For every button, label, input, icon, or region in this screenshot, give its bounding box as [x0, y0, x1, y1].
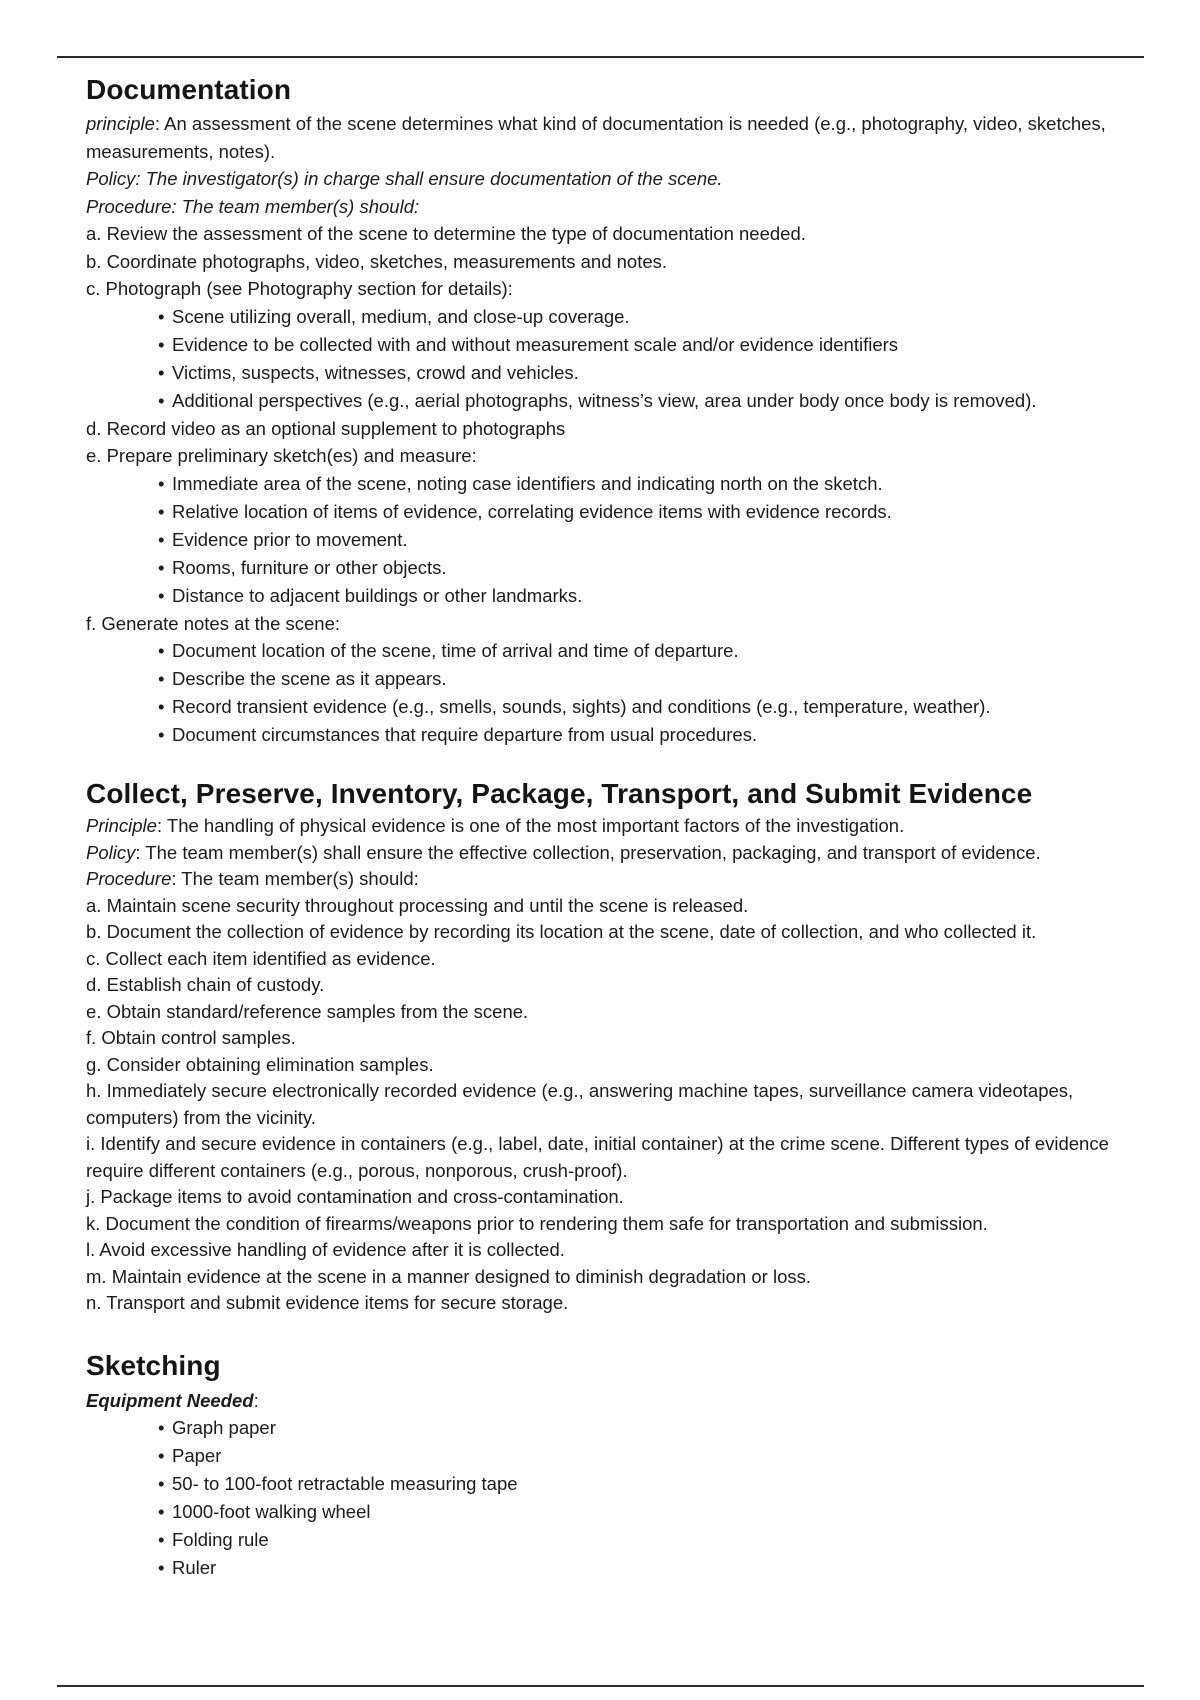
document-body — [86, 70, 1146, 1582]
policy-line — [86, 840, 1146, 867]
section-title-documentation: Documentation — [86, 74, 292, 105]
principle-text: : An assessment of the scene determines what kind of documentation is needed (e.g., photography, video, sketches, measurements, notes). — [86, 113, 1106, 162]
principle-label: principle — [86, 113, 155, 134]
bullet-item: • Folding rule — [158, 1526, 1146, 1554]
step-c: c. Collect each item identified as evidence. — [86, 947, 436, 969]
step-a: a. Review the assessment of the scene to determine the type of documentation needed. — [86, 223, 806, 244]
principle-label: Principle — [86, 815, 157, 836]
top-rule — [57, 56, 1144, 58]
policy-line: Policy: The investigator(s) in charge shall ensure documentation of the scene. — [86, 168, 723, 189]
step-b: b. Document the collection of evidence by recording its location at the scene, date of collection, and who collected it. — [86, 921, 1037, 942]
bullet-item: • Graph paper — [158, 1414, 1146, 1442]
procedure-line: Procedure: The team member(s) should: — [86, 195, 420, 217]
step-f: f. Generate notes at the scene: — [86, 612, 341, 634]
step-h: h. Immediately secure electronically recorded evidence (e.g., answering machine tapes, surveillance camera videotapes, computers) from the vicinity. — [86, 1080, 1074, 1128]
step-m: m. Maintain evidence at the scene in a manner designed to diminish degradation or loss. — [86, 1265, 812, 1287]
step-f-bullets — [86, 637, 1146, 749]
bullet-item: • Immediate area of the scene, noting case identifiers and indicating north on the sketch. — [158, 470, 1146, 498]
step-e-bullets — [86, 470, 1146, 610]
bullet-item: • Paper — [158, 1442, 1146, 1470]
section-title-collect: Collect, Preserve, Inventory, Package, Transport, and Submit Evidence — [86, 778, 1033, 809]
step-c-bullets — [86, 303, 1146, 415]
step-d: d. Record video as an optional supplement to photographs — [86, 417, 566, 439]
bullet-item: • Describe the scene as it appears. — [158, 665, 1146, 693]
step-e: e. Obtain standard/reference samples from the scene. — [86, 1000, 529, 1022]
bullet-item: • 1000-foot walking wheel — [158, 1498, 1146, 1526]
equipment-line — [86, 1387, 1146, 1415]
procedure-label: Procedure — [86, 868, 172, 889]
step-f: f. Obtain control samples. — [86, 1027, 296, 1048]
bullet-item: • Additional perspectives (e.g., aerial photographs, witness’s view, area under body once body is removed). — [158, 387, 1146, 415]
equipment-list — [86, 1414, 1146, 1582]
bullet-item: • Evidence to be collected with and without measurement scale and/or evidence identifiers — [158, 331, 1146, 359]
documentation-section — [86, 70, 1146, 749]
policy-text: : The team member(s) shall ensure the effective collection, preservation, packaging, and transport of evidence. — [135, 841, 1041, 863]
section-title-sketching: Sketching — [86, 1349, 221, 1381]
step-b: b. Coordinate photographs, video, sketches, measurements and notes. — [86, 250, 668, 272]
step-k: k. Document the condition of firearms/weapons prior to rendering them safe for transportation and submission. — [86, 1212, 988, 1234]
principle-line — [86, 110, 1146, 165]
procedure-text: : The team member(s) should: — [171, 868, 419, 889]
bottom-rule — [57, 1685, 1144, 1687]
bullet-item: • Distance to adjacent buildings or other landmarks. — [158, 582, 1146, 610]
step-d: d. Establish chain of custody. — [86, 974, 325, 995]
policy-label: Policy — [86, 841, 136, 863]
equipment-colon: : — [253, 1389, 259, 1411]
step-e: e. Prepare preliminary sketch(es) and measure: — [86, 445, 477, 466]
bullet-item: • Ruler — [158, 1554, 1146, 1582]
bullet-item: • Relative location of items of evidence, correlating evidence items with evidence records. — [158, 498, 1146, 526]
step-i: i. Identify and secure evidence in containers (e.g., label, date, initial container) at the crime scene. Different types of evidence require different containers (e.g., porous, nonporous, crush-proof). — [86, 1133, 1109, 1181]
step-a: a. Maintain scene security throughout processing and until the scene is released. — [86, 894, 749, 916]
step-j: j. Package items to avoid contamination and cross-contamination. — [86, 1186, 624, 1207]
principle-text: : The handling of physical evidence is one of the most important factors of the investigation. — [156, 815, 905, 836]
bullet-item: • Scene utilizing overall, medium, and close-up coverage. — [158, 303, 1146, 331]
bullet-item: • Document location of the scene, time of arrival and time of departure. — [158, 637, 1146, 665]
bullet-item: • Rooms, furniture or other objects. — [158, 554, 1146, 582]
sketching-section — [86, 1347, 1146, 1583]
bullet-item: • Document circumstances that require departure from usual procedures. — [158, 721, 1146, 749]
equipment-label: Equipment Needed — [86, 1389, 254, 1411]
bullet-item: • Record transient evidence (e.g., smells, sounds, sights) and conditions (e.g., temperature, weather). — [158, 693, 1146, 721]
bullet-item: • Victims, suspects, witnesses, crowd and vehicles. — [158, 359, 1146, 387]
step-l: l. Avoid excessive handling of evidence after it is collected. — [86, 1239, 565, 1260]
procedure-line — [86, 866, 1146, 893]
step-g: g. Consider obtaining elimination samples. — [86, 1053, 434, 1075]
bullet-item: • Evidence prior to movement. — [158, 526, 1146, 554]
collect-evidence-section — [86, 775, 1146, 1317]
step-c: c. Photograph (see Photography section for details): — [86, 278, 513, 299]
principle-line — [86, 813, 1146, 840]
step-n: n. Transport and submit evidence items for secure storage. — [86, 1292, 569, 1313]
bullet-item: • 50- to 100-foot retractable measuring tape — [158, 1470, 1146, 1498]
